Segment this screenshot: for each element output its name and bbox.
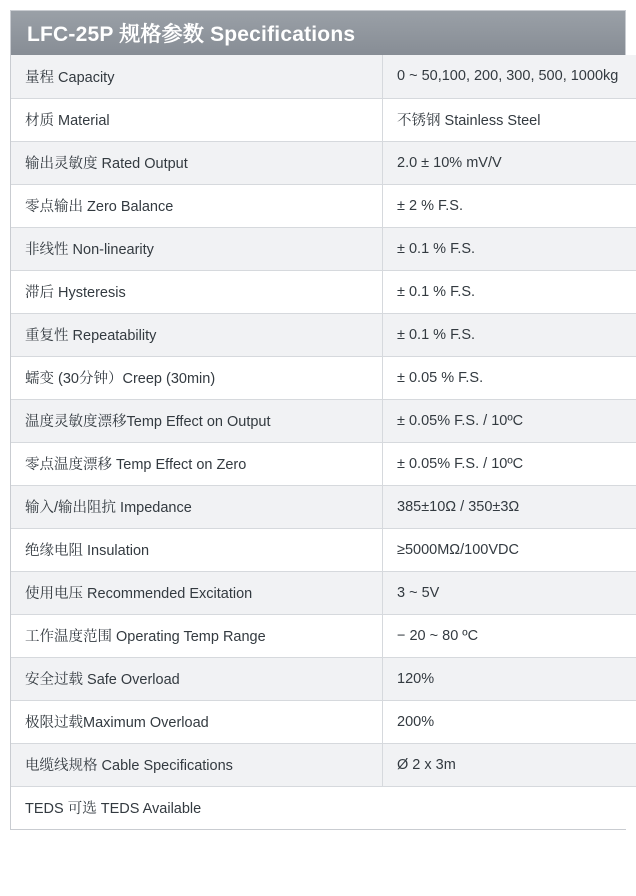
spec-label: 极限过载Maximum Overload <box>11 700 383 743</box>
specifications-sheet <box>10 10 626 830</box>
spec-label: 输出灵敏度 Rated Output <box>11 141 383 184</box>
table-row <box>11 227 636 270</box>
spec-label: 电缆线规格 Cable Specifications <box>11 743 383 786</box>
sheet-header <box>11 11 625 55</box>
spec-value: 200% <box>383 700 636 743</box>
spec-value: ± 0.05 % F.S. <box>383 356 636 399</box>
spec-value: ± 0.1 % F.S. <box>383 313 636 356</box>
table-row <box>11 485 636 528</box>
spec-value: ± 0.05% F.S. / 10ºC <box>383 399 636 442</box>
spec-value: ± 2 % F.S. <box>383 184 636 227</box>
spec-label: 量程 Capacity <box>11 55 383 98</box>
spec-label: 使用电压 Recommended Excitation <box>11 571 383 614</box>
table-row <box>11 614 636 657</box>
table-row <box>11 700 636 743</box>
spec-value: ± 0.1 % F.S. <box>383 227 636 270</box>
spec-label: 输入/输出阻抗 Impedance <box>11 485 383 528</box>
spec-label: 工作温度范围 Operating Temp Range <box>11 614 383 657</box>
spec-label: 温度灵敏度漂移Temp Effect on Output <box>11 399 383 442</box>
table-row <box>11 571 636 614</box>
spec-label: 蠕变 (30分钟）Creep (30min) <box>11 356 383 399</box>
table-row <box>11 442 636 485</box>
spec-value: ≥5000MΩ/100VDC <box>383 528 636 571</box>
spec-label: 非线性 Non-linearity <box>11 227 383 270</box>
table-row <box>11 356 636 399</box>
spec-value: 120% <box>383 657 636 700</box>
table-row <box>11 786 636 829</box>
table-row <box>11 313 636 356</box>
spec-value: 2.0 ± 10% mV/V <box>383 141 636 184</box>
spec-value: 3 ~ 5V <box>383 571 636 614</box>
spec-label: 材质 Material <box>11 98 383 141</box>
spec-value: ± 0.1 % F.S. <box>383 270 636 313</box>
spec-value: ± 0.05% F.S. / 10ºC <box>383 442 636 485</box>
spec-label: 重复性 Repeatability <box>11 313 383 356</box>
table-row <box>11 743 636 786</box>
spec-value: − 20 ~ 80 ºC <box>383 614 636 657</box>
table-row <box>11 55 636 98</box>
table-row <box>11 184 636 227</box>
table-row <box>11 528 636 571</box>
specifications-table-body <box>11 55 636 829</box>
specifications-table <box>11 55 636 829</box>
spec-value: Ø 2 x 3m <box>383 743 636 786</box>
spec-label: 滞后 Hysteresis <box>11 270 383 313</box>
table-row <box>11 98 636 141</box>
spec-value: 385±10Ω / 350±3Ω <box>383 485 636 528</box>
table-row <box>11 141 636 184</box>
spec-label: 零点输出 Zero Balance <box>11 184 383 227</box>
spec-label: 安全过载 Safe Overload <box>11 657 383 700</box>
table-row <box>11 657 636 700</box>
table-row <box>11 399 636 442</box>
page-title: LFC-25P 规格参数 Specifications <box>27 18 355 48</box>
spec-label: 零点温度漂移 Temp Effect on Zero <box>11 442 383 485</box>
spec-value: 不锈钢 Stainless Steel <box>383 98 636 141</box>
spec-label: 绝缘电阻 Insulation <box>11 528 383 571</box>
table-row <box>11 270 636 313</box>
spec-value: 0 ~ 50,100, 200, 300, 500, 1000kg <box>383 55 636 98</box>
spec-label: TEDS 可选 TEDS Available <box>11 786 636 829</box>
